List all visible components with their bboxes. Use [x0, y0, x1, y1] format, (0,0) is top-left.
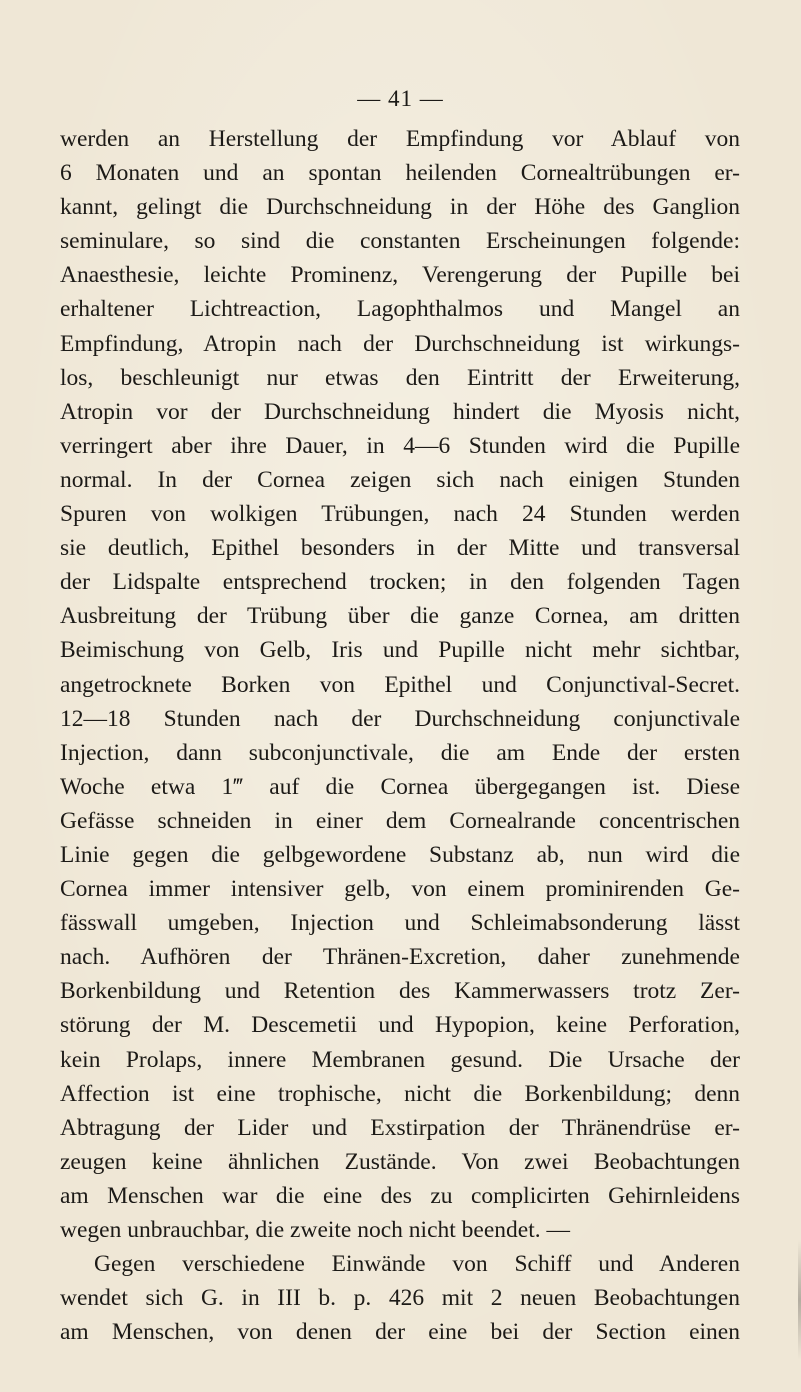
text-line: fässwall umgeben, Injection und Schleimabsonderung lässt — [60, 910, 740, 937]
text-line: normal. In der Cornea zeigen sich nach einigen Stunden — [60, 466, 740, 493]
text-line: Atropin vor der Durchschneidung hindert die Myosis nicht, — [60, 398, 740, 425]
text-line: werden an Herstellung der Empfindung vor Ablauf von — [60, 126, 740, 152]
text-line: Ausbreitung der Trübung über die ganze Cornea, am dritten — [60, 603, 740, 630]
text-line: der Lidspalte entsprechend trocken; in den folgenden Tagen — [60, 569, 740, 596]
text-line: Anaesthesie, leichte Prominenz, Verengerung der Pupille bei — [60, 262, 740, 289]
text-line: Gegen verschiedene Einwände von Schiff und Anderen — [94, 1251, 740, 1278]
text-line: wendet sich G. in III b. p. 426 mit 2 neuen Beobachtungen — [60, 1285, 740, 1312]
text-line: los, beschleunigt nur etwas den Eintritt der Erweiterung, — [60, 364, 740, 391]
text-line: kein Prolaps, innere Membranen gesund. Die Ursache der — [60, 1046, 740, 1073]
text-line: zeugen keine ähnlichen Zustände. Von zwei Beobachtungen — [60, 1148, 740, 1175]
text-line: störung der M. Descemetii und Hypopion, keine Perforation, — [60, 1012, 740, 1039]
text-line: Spuren von wolkigen Trübungen, nach 24 Stunden werden — [60, 501, 740, 528]
page-number: — 41 — — [357, 86, 444, 111]
text-line: Gefässe schneiden in einer dem Cornealrande concentrischen — [60, 807, 740, 834]
text-line: Linie gegen die gelbgewordene Substanz ab, nun wird die — [60, 841, 740, 868]
text-line: erhaltener Lichtreaction, Lagophthalmos und Mangel an — [60, 296, 740, 323]
text-line: Woche etwa 1‴ auf die Cornea übergegangen ist. Diese — [60, 773, 740, 800]
text-line: Beimischung von Gelb, Iris und Pupille nicht mehr sichtbar, — [60, 637, 740, 664]
text-line: kannt, gelingt die Durchschneidung in der Höhe des Ganglion — [60, 194, 740, 221]
text-line: nach. Aufhören der Thränen-Excretion, daher zunehmende — [60, 944, 740, 971]
text-line: Affection ist eine trophische, nicht die Borkenbildung; denn — [60, 1080, 740, 1107]
text-line: am Menschen war die eine des zu complicirten Gehirnleidens — [60, 1182, 740, 1209]
body-text — [60, 122, 740, 1349]
text-line: sie deutlich, Epithel besonders in der Mitte und transversal — [60, 535, 740, 562]
text-line: 6 Monaten und an spontan heilenden Cornealtrübungen er- — [60, 160, 740, 187]
text-line: am Menschen, von denen der eine bei der Section einen — [60, 1319, 740, 1346]
text-line: Borkenbildung und Retention des Kammerwassers trotz Zer- — [60, 978, 740, 1005]
text-line: 12—18 Stunden nach der Durchschneidung conjunctivale — [60, 705, 740, 732]
text-line: Injection, dann subconjunctivale, die am Ende der ersten — [60, 739, 740, 766]
text-line: seminulare, so sind die constanten Erscheinungen folgende: — [60, 228, 740, 255]
text-line: angetrocknete Borken von Epithel und Conjunctival-Secret. — [60, 671, 740, 698]
text-line: Cornea immer intensiver gelb, von einem prominirenden Ge- — [60, 876, 740, 903]
text-line: Abtragung der Lider und Exstirpation der Thränendrüse er- — [60, 1114, 740, 1141]
text-line: verringert aber ihre Dauer, in 4—6 Stunden wird die Pupille — [60, 432, 740, 459]
text-line: wegen unbrauchbar, die zweite noch nicht beendet. — — [60, 1217, 570, 1243]
text-line: Empfindung, Atropin nach der Durchschneidung ist wirkungs- — [60, 330, 740, 357]
